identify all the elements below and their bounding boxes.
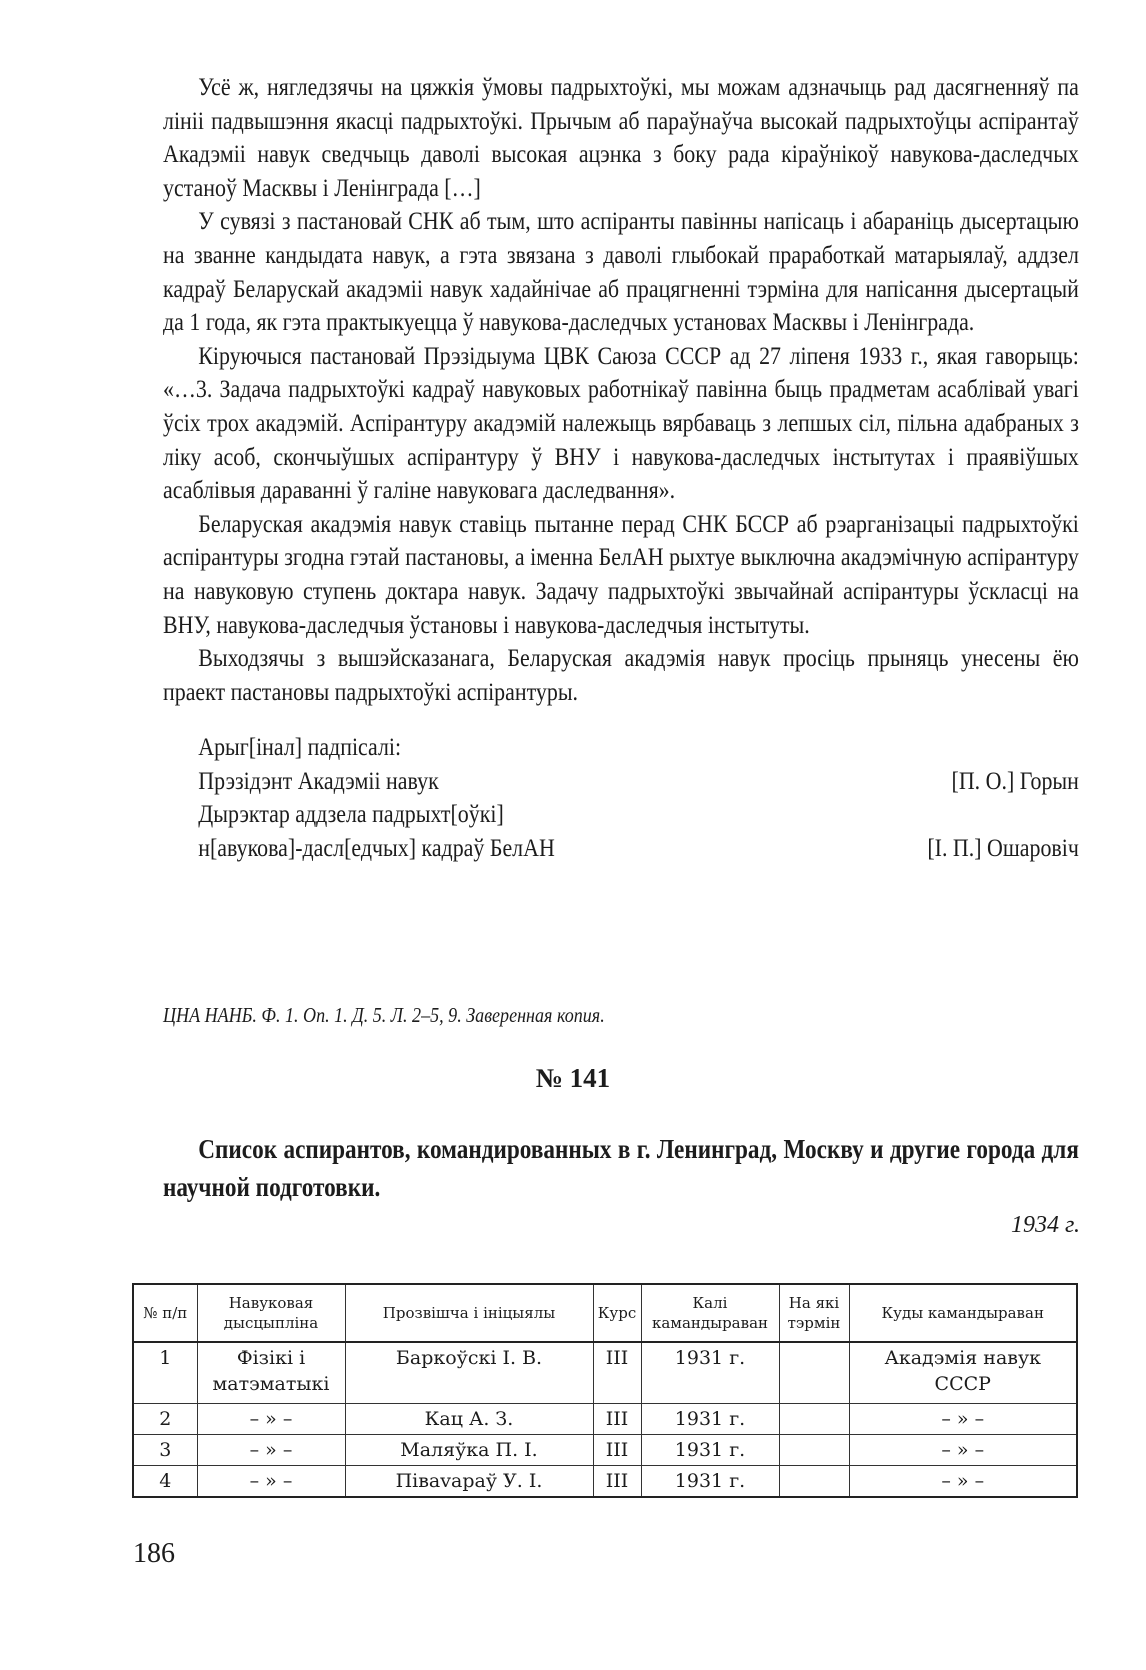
signatures-intro: Арыг[інал] падпісалі: [198, 732, 402, 762]
col-header-where: Куды камандыраван [849, 1284, 1077, 1342]
signature-president [163, 764, 1079, 798]
director-name: [І. П.] Ошаровіч [927, 833, 1079, 863]
president-name: [П. О.] Горын [951, 765, 1079, 795]
col-header-term: На які тэрмін [779, 1284, 849, 1342]
col-header-discipline: Навуковая дысцыпліна [197, 1284, 345, 1342]
col-header-number: № п/п [133, 1284, 197, 1342]
col-header-name: Прозвішча і ініцыялы [345, 1284, 593, 1342]
paragraph: Усё ж, нягледзячы на цяжкія ўмовы падрыхтоўкі, мы можам адзначыць рад дасягненняў па лініі падвышэння якасці падрыхтоўкі. Прычым аб параўнаўча высокай падрыхтоўцы аспірантаў Акадэміі навук сведчыць даволі высокая ацэнка з боку рада кіраўнікоў навукова-даследчых устаноў Масквы і Ленінграда […] [163, 72, 1079, 202]
paragraph: Выходзячы з вышэйсказанага, Беларуская акадэмія навук просіць прыняць унесены ёю праект пастановы падрыхтоўкі аспірантуры. [163, 643, 1079, 706]
body-text [163, 70, 1079, 865]
archive-source: ЦНА НАНБ. Ф. 1. Оп. 1. Д. 5. Л. 2–5, 9. Заверенная копия. [163, 1003, 605, 1027]
president-title: Прэзідэнт Акадэміі навук [198, 765, 439, 795]
paragraph: Беларуская акадэмія навук ставіць пытанне перад СНК БССР аб рэарганізацыі падрыхтоўкі аспірантуры згодна гэтай пастановы, а іменна БелАН рыхтуе выключна акадэмічную аспірантуру на навуковую ступень доктара навук. Задачу падрыхтоўкі звычайнай аспірантуры ўскласці на ВНУ, навукова-даследчыя ўстановы і навукова-даследчыя інстытуты. [163, 508, 1079, 639]
col-header-when: Калі камандыраван [641, 1284, 779, 1342]
table-header-row [133, 1284, 1077, 1342]
paragraph: Кіруючыся пастановай Прэзідыума ЦВК Саюза СССР ад 27 ліпеня 1933 г., якая гаворыць: «…3. Задача падрыхтоўкі кадраў навуковых работнікаў павінна быць прадметам асаблівай увагі ўсіх трох акадэмій. Аспірантуру акадэмій належыць вярбаваць з лепшых сіл, пільна адабраных з ліку асоб, скончыўшых аспірантуру ў ВНУ і навукова-даследчых інстытутах і праявіўшых асаблівыя дараванні ў галіне навуковага даследвання». [163, 340, 1079, 505]
document-date: 1934 г. [1010, 1212, 1080, 1238]
document-title: Список аспирантов, командированных в г. Ленинград, Москву и другие города для научной подготовки. [163, 1134, 1079, 1202]
document-number: № 141 [535, 1063, 611, 1093]
signature-director-title-1: Дырэктар аддзела падрыхт[оўкі] [198, 799, 504, 829]
page-number: 186 [133, 1538, 175, 1569]
paragraph: У сувязі з пастановай СНК аб тым, што аспіранты павінны напісаць і абараніць дысертацыю на званне кандыдата навук, а гэта звязана з даволі глыбокай праработкай матарыялаў, аддзел кадраў Беларускай акадэміі навук хадайнічае аб працягненні тэрміна для напісання дысертацый да 1 года, як гэта практыкуецца ў навукова-даследчых установах Масквы і Ленінграда. [163, 206, 1079, 337]
col-header-course: Курс [593, 1284, 641, 1342]
table-row: 2 – » – Кац А. З. III 1931 г. – » – [133, 1404, 1077, 1435]
table-row: 1 Фізікі і матэматыкі Баркоўскі І. В. III 1931 г. Акадэмія навук СССР [133, 1342, 1077, 1404]
signature-director [163, 831, 1079, 865]
table-row: 3 – » – Маляўка П. І. III 1931 г. – » – [133, 1435, 1077, 1466]
table-row: 4 – » – Піваvараў У. І. III 1931 г. – » – [133, 1466, 1077, 1498]
aspirants-table [132, 1283, 1078, 1498]
director-title: н[авукова]-дасл[едчых] кадраў БелАН [198, 833, 555, 863]
